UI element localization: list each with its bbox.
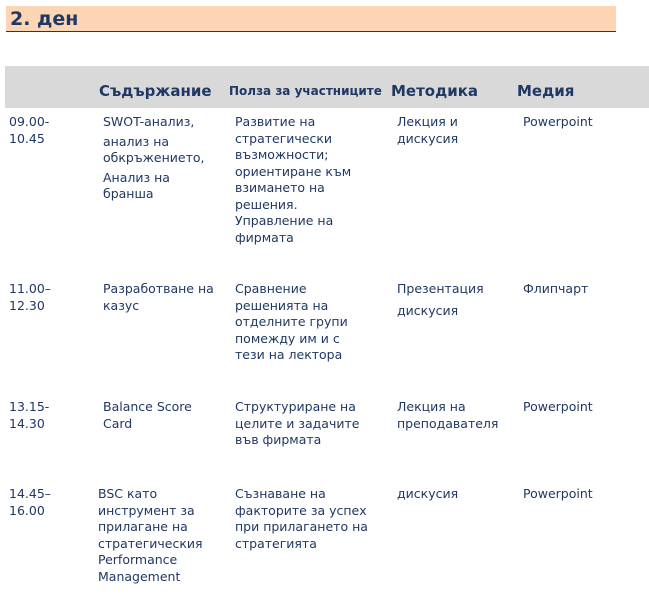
header-media: Медия xyxy=(517,82,575,100)
time-cell: 09.00- 10.45 xyxy=(9,114,50,146)
time-cell: 14.45– 16.00 xyxy=(9,486,52,518)
time-cell: 13.15- 14.30 xyxy=(9,399,50,431)
method-cell: Лекция на преподавателя xyxy=(397,399,499,431)
content-cell: BSC като инструмент за прилагане на стратегическия Performance Management xyxy=(98,486,203,584)
header-method: Методика xyxy=(391,82,479,100)
time-cell: 11.00– 12.30 xyxy=(9,281,52,313)
content-cell: Разработване на казус xyxy=(103,281,214,313)
benefit-cell: Структуриране на целите и задачите във фирмата xyxy=(235,399,360,447)
method-cell: Презентация дискусия xyxy=(397,281,484,318)
benefit-cell: Развитие на стратегически възможности; ориентиране към взимането на решения. Управление на фирмата xyxy=(235,114,352,245)
method-cell: дискусия xyxy=(397,486,459,501)
media-cell: Powerpoint xyxy=(523,399,593,414)
day-title: 2. ден xyxy=(10,8,79,30)
media-cell: Флипчарт xyxy=(523,281,589,296)
content-cell: SWOT-анализ, анализ на обкръжението, Анализ на бранша xyxy=(103,114,205,201)
method-cell: Лекция и дискусия xyxy=(397,114,459,146)
header-content: Съдържание xyxy=(99,82,212,100)
header-benefit: Полза за участниците xyxy=(229,84,382,98)
day-banner xyxy=(6,6,616,32)
benefit-cell: Съзнаване на факторите за успех при прилагането на стратегията xyxy=(235,486,368,551)
media-cell: Powerpoint xyxy=(523,486,593,501)
content-cell: Balance Score Card xyxy=(103,399,192,431)
table-header xyxy=(5,66,649,108)
benefit-cell: Сравнение решенията на отделните групи помежду им и с тези на лектора xyxy=(235,281,348,362)
media-cell: Powerpoint xyxy=(523,114,593,129)
